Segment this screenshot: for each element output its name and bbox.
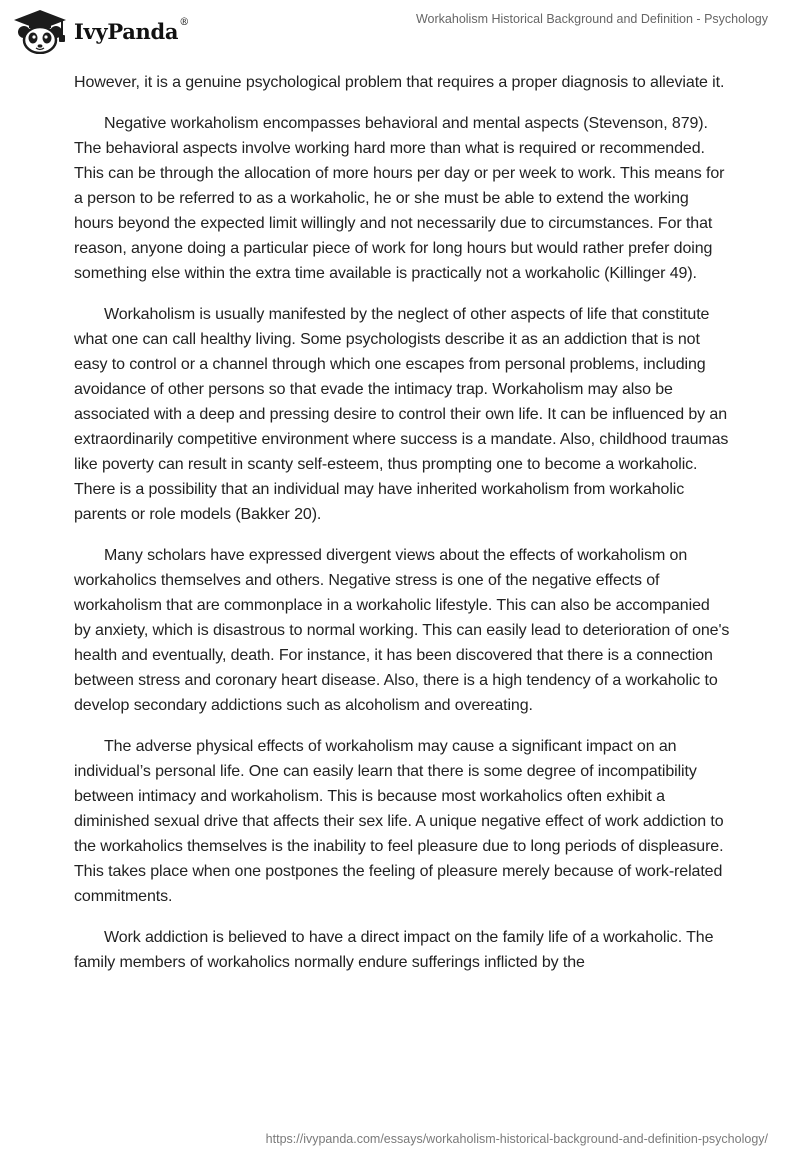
paragraph: Many scholars have expressed divergent views about the effects of workaholism on workaholics themselves and others. Negative stress is one of the negative effects of workaholism that are commonplace in a workaholic lifestyle. This can also be accompanied by anxiety, which is disastrous to normal working. This can easily lead to deterioration of one's health and eventually, death. For instance, it has been discovered that there is a connection between stress and coronary heart disease. Also, there is a high tendency of a workaholic to develop secondary addictions such as alcoholism and overeating. bbox=[74, 547, 730, 714]
panda-graduate-icon bbox=[12, 8, 68, 54]
logo[interactable] bbox=[12, 8, 189, 54]
paragraph: However, it is a genuine psychological problem that requires a proper diagnosis to alleviate it. bbox=[74, 74, 725, 91]
paragraph: The adverse physical effects of workaholism may cause a significant impact on an individual’s personal life. One can easily learn that there is some degree of incompatibility between intimacy and workaholism. This is because most workaholics often exhibit a diminished sexual drive that affects their sex life. A unique negative effect of work addiction to the workaholics themselves is the inability to feel pleasure due to long periods of displeasure. This takes place when one postpones the feeling of pleasure merely because of work-related commitments. bbox=[74, 738, 724, 905]
paragraph: Workaholism is usually manifested by the neglect of other aspects of life that constitute what one can call healthy living. Some psychologists describe it as an addiction that is not easy to control or a channel through which one escapes from personal problems, including avoidance of other persons so that evade the intimacy trap. Workaholism may also be associated with a deep and pressing desire to control their own life. It can be influenced by an extraordinarily competitive environment where success is a mandate. Also, childhood traumas like poverty can result in scanty self-esteem, thus prompting one to become a workaholic. There is a possibility that an individual may have inherited workaholism from workaholic parents or role models (Bakker 20). bbox=[74, 306, 729, 523]
brand-name: IvyPanda® bbox=[74, 16, 189, 44]
source-url[interactable]: https://ivypanda.com/essays/workaholism-historical-background-and-definition-psychology/ bbox=[265, 1132, 768, 1146]
paragraph: Work addiction is believed to have a direct impact on the family life of a workaholic. The family members of workaholics normally endure sufferings inflicted by the bbox=[74, 929, 714, 971]
page-header bbox=[0, 0, 800, 62]
paragraph: Negative workaholism encompasses behavioral and mental aspects (Stevenson, 879). The behavioral aspects involve working hard more than what is required or recommended. This can be through the allocation of more hours per day or per week to work. This means for a person to be referred to as a workaholic, he or she must be able to extend the working hours beyond the expected limit willingly and not necessarily due to circumstances. For that reason, anyone doing a particular piece of work for long hours but would rather prefer doing something else within the extra time available is practically not a workaholic (Killinger 49). bbox=[74, 115, 725, 282]
registered-mark: ® bbox=[179, 16, 189, 28]
essay-body bbox=[74, 70, 730, 991]
document-title: Workaholism Historical Background and Definition - Psychology bbox=[415, 12, 768, 26]
